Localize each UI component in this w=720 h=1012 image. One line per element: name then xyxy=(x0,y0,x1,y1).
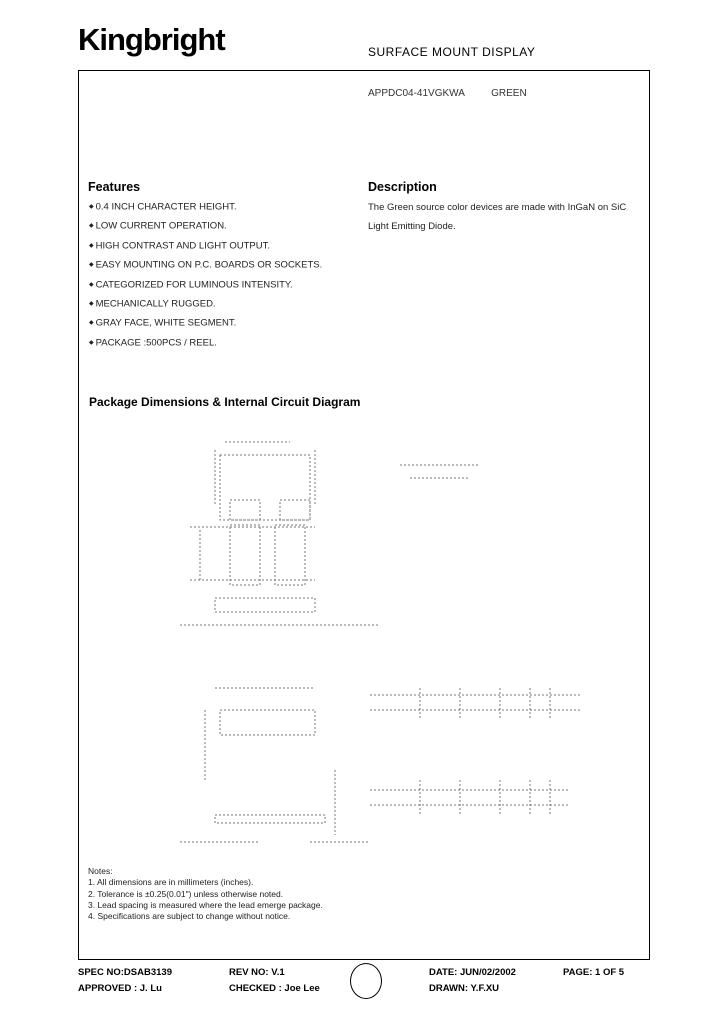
feature-item: ◆ 0.4 INCH CHARACTER HEIGHT. xyxy=(89,200,322,219)
kingbright-logo: Kingbright xyxy=(78,22,225,57)
feature-item: ◆ PACKAGE :500PCS / REEL. xyxy=(89,336,322,355)
notes-block xyxy=(88,866,323,922)
drawn-by: DRAWN: Y.F.XU xyxy=(429,983,500,994)
part-number: APPDC04-41VGKWA xyxy=(368,88,465,99)
document-date: DATE: JUN/02/2002 xyxy=(429,967,516,978)
feature-item: ◆ EASY MOUNTING ON P.C. BOARDS OR SOCKETS. xyxy=(89,258,322,277)
part-color: GREEN xyxy=(491,88,527,99)
note-item: 2. Tolerance is ±0.25(0.01") unless otherwise noted. xyxy=(88,888,284,899)
feature-item: ◆ LOW CURRENT OPERATION. xyxy=(89,219,322,238)
approved-by: APPROVED : J. Lu xyxy=(78,983,162,994)
feature-item: ◆ GRAY FACE, WHITE SEGMENT. xyxy=(89,316,322,335)
page-number: PAGE: 1 OF 5 xyxy=(563,967,625,978)
note-item: 3. Lead spacing is measured where the lead emerge package. xyxy=(88,899,323,910)
description-heading: Description xyxy=(368,180,437,194)
spec-number: SPEC NO:DSAB3139 xyxy=(78,967,172,978)
note-item: 4. Specifications are subject to change without notice. xyxy=(88,911,291,922)
checked-by: CHECKED : Joe Lee xyxy=(229,983,320,994)
notes-heading: Notes: xyxy=(88,866,113,876)
document-title: SURFACE MOUNT DISPLAY xyxy=(368,45,536,59)
feature-item: ◆ CATEGORIZED FOR LUMINOUS INTENSITY. xyxy=(89,278,322,297)
package-heading: Package Dimensions & Internal Circuit Diagram xyxy=(89,395,361,409)
part-number-line xyxy=(368,88,527,99)
features-heading: Features xyxy=(88,180,141,194)
revision-number: REV NO: V.1 xyxy=(229,967,285,978)
feature-item: ◆ HIGH CONTRAST AND LIGHT OUTPUT. xyxy=(89,239,322,258)
feature-item: ◆ MECHANICALLY RUGGED. xyxy=(89,297,322,316)
approval-seal xyxy=(350,963,382,999)
package-dimension-drawing xyxy=(80,420,600,860)
description-text: The Green source color devices are made with InGaN on SiC Light Emitting Diode. xyxy=(368,202,627,232)
note-item: 1. All dimensions are in millimeters (inches). xyxy=(88,877,254,888)
features-list xyxy=(89,200,322,355)
